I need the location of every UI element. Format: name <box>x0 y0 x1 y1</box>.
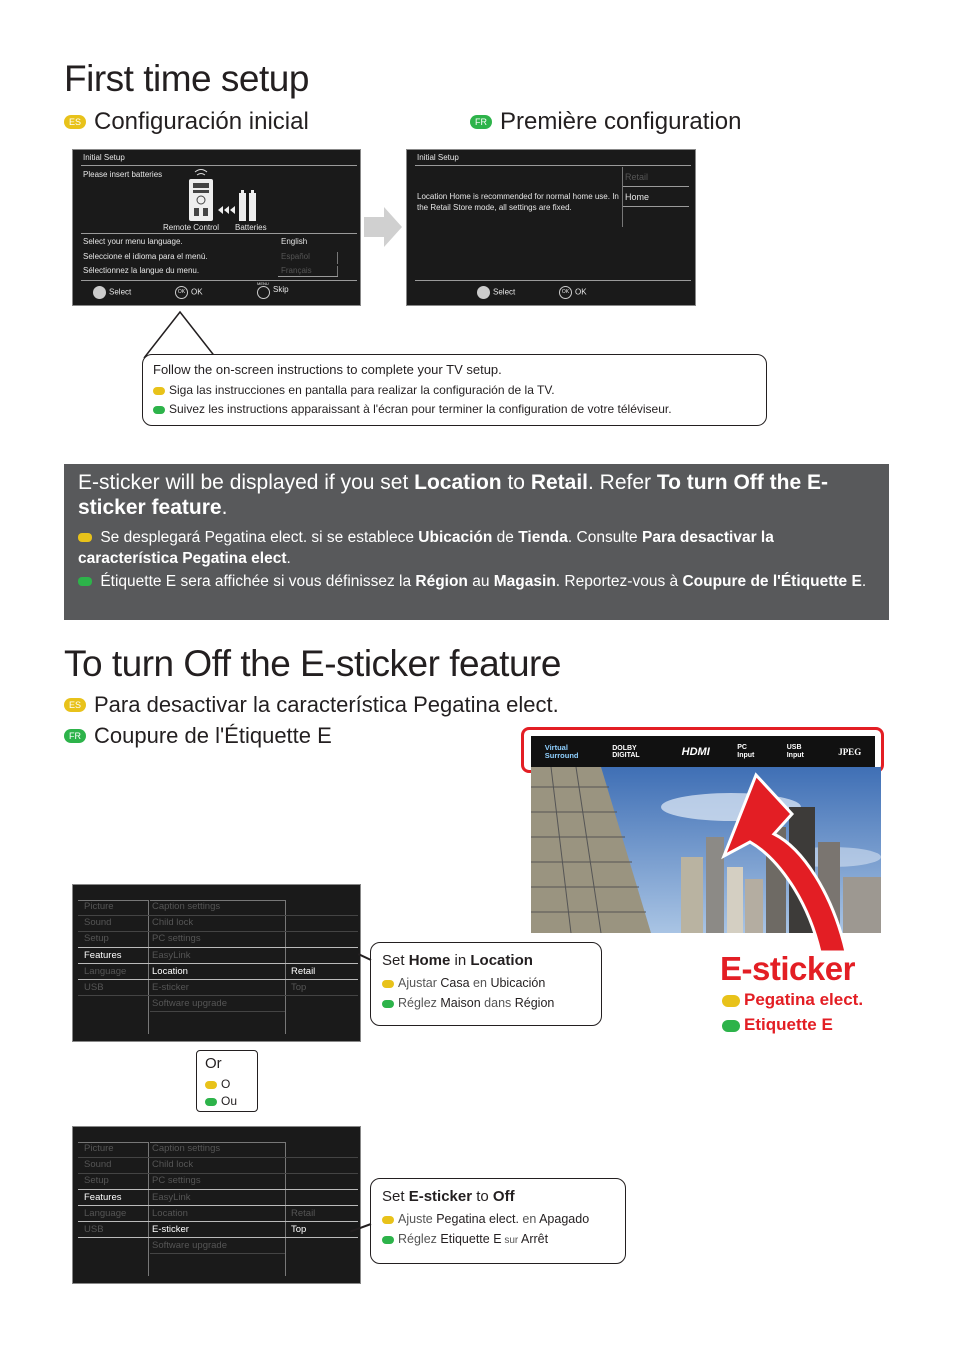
es-badge: ES <box>64 115 86 129</box>
menu-software-upgrade[interactable]: Software upgrade <box>152 1240 227 1251</box>
instructions-callout <box>142 354 767 426</box>
callout2-fr: Réglez Maison dans Région <box>382 996 554 1010</box>
menu-easylink[interactable]: EasyLink <box>152 950 191 961</box>
or-en: Or <box>205 1055 222 1072</box>
lang-row-fr-value[interactable]: Français <box>281 266 312 275</box>
menu-software-upgrade[interactable]: Software upgrade <box>152 998 227 1009</box>
menu-location[interactable]: Location <box>152 966 188 977</box>
esticker-title: E-sticker <box>720 950 855 987</box>
remote-batteries-icon <box>185 166 265 224</box>
footer-skip: MENU Skip <box>257 281 289 299</box>
set-home-callout <box>370 942 602 1026</box>
section-title: To turn Off the E-sticker feature <box>64 643 561 684</box>
remote-label: Remote Control <box>163 223 220 232</box>
or-es: O <box>205 1077 230 1091</box>
screen-header: Initial Setup <box>83 153 125 162</box>
menu-features[interactable]: Features <box>84 1192 122 1203</box>
setup-screen-language <box>72 149 361 306</box>
notice-es: Se desplegará Pegatina elect. si se establece Ubicación de Tienda. Consulte Para desactivar la característica Pegatina elect. <box>78 529 774 567</box>
menu-esticker[interactable]: E-sticker <box>152 1224 189 1235</box>
lang-row-en-value[interactable]: English <box>281 237 308 246</box>
menu-easylink[interactable]: EasyLink <box>152 1192 191 1203</box>
callout2-es: Ajustar Casa en Ubicación <box>382 976 545 990</box>
menu-icon <box>257 286 270 299</box>
esticker-jpeg: JPEG <box>838 746 862 757</box>
callout-pointer <box>140 310 220 360</box>
or-box <box>196 1050 258 1112</box>
esticker-virtual-surround: Virtual Surround <box>544 742 579 760</box>
menu-picture[interactable]: Picture <box>84 901 114 912</box>
location-info-text: Location Home is recommended for normal home use. In the Retail Store mode, all settings are fixed. <box>417 192 619 212</box>
fr-subtitle-text: Première configuration <box>500 108 742 135</box>
es-badge: ES <box>64 698 86 712</box>
es-subtitle-text: Configuración inicial <box>94 108 309 135</box>
menu-features[interactable]: Features <box>84 950 122 961</box>
menu-setup[interactable]: Setup <box>84 933 109 944</box>
footer-select: Select <box>93 286 131 299</box>
esticker-notice-panel <box>64 464 889 620</box>
menu-child-lock[interactable]: Child lock <box>152 917 194 928</box>
menu-usb[interactable]: USB <box>84 982 104 993</box>
menu-pc-settings[interactable]: PC settings <box>152 1175 201 1186</box>
callout3-en: Set E-sticker to Off <box>382 1188 515 1205</box>
menu-caption-settings[interactable]: Caption settings <box>152 1143 221 1154</box>
menu-picture[interactable]: Picture <box>84 1143 114 1154</box>
footer-ok: OK OK <box>175 286 203 299</box>
notice-fr: Étiquette E sera affichée si vous définissez la Région au Magasin. Reportez-vous à Coupure de l'Étiquette E. <box>78 571 868 592</box>
set-esticker-off-callout <box>370 1178 626 1264</box>
callout-es: Siga las instrucciones en pantalla para realizar la configuración de la TV. <box>153 383 555 397</box>
lang-row-es-value[interactable]: Español <box>281 252 310 261</box>
menu-usb[interactable]: USB <box>84 1224 104 1235</box>
esticker-fr: Etiquette E <box>722 1015 833 1035</box>
menu-value-retail[interactable]: Retail <box>291 966 316 977</box>
esticker-es: Pegatina elect. <box>722 990 863 1010</box>
esticker-bar <box>531 736 875 767</box>
ok-icon: OK <box>559 286 572 299</box>
fr-subtitle <box>470 108 741 136</box>
features-menu-location <box>72 884 361 1042</box>
es-subtitle-2: ES Para desactivar la característica Pegatina elect. <box>64 692 559 718</box>
menu-value-retail[interactable]: Retail <box>291 1208 316 1219</box>
menu-icon-label: MENU <box>257 281 269 286</box>
callout3-fr: Réglez Etiquette E sur Arrêt <box>382 1232 548 1246</box>
callout-en: Follow the on-screen instructions to complete your TV setup. <box>153 362 502 377</box>
menu-child-lock[interactable]: Child lock <box>152 1159 194 1170</box>
menu-value-top[interactable]: Top <box>291 982 307 993</box>
footer-select: Select <box>477 286 515 299</box>
fr-subtitle-2: FR Coupure de l'Étiquette E <box>64 723 332 749</box>
next-arrow-icon <box>362 205 404 249</box>
esticker-usb: USB Input <box>786 743 804 759</box>
menu-pc-settings[interactable]: PC settings <box>152 933 201 944</box>
menu-language[interactable]: Language <box>84 1208 127 1219</box>
callout3-es: Ajuste Pegatina elect. en Apagado <box>382 1212 589 1226</box>
navigate-icon <box>93 286 106 299</box>
screen-header: Initial Setup <box>417 153 459 162</box>
esticker-dolby: DOLBY DIGITAL <box>612 744 640 759</box>
fr-badge: FR <box>64 729 86 743</box>
batteries-label: Batteries <box>235 223 267 232</box>
red-arrow-icon <box>720 770 870 955</box>
fr-badge: FR <box>470 115 492 129</box>
lang-row-en-label: Select your menu language. <box>83 237 183 246</box>
callout-fr: Suivez les instructions apparaissant à l'écran pour terminer la configuration de votre téléviseur. <box>153 402 672 416</box>
esticker-hdmi: HDMI <box>681 745 710 758</box>
menu-sound[interactable]: Sound <box>84 1159 112 1170</box>
esticker-pc: PC Input <box>737 743 755 759</box>
page-title: First time setup <box>64 58 309 99</box>
callout2-en: Set Home in Location <box>382 952 533 969</box>
menu-esticker[interactable]: E-sticker <box>152 982 189 993</box>
option-retail[interactable]: Retail <box>625 172 649 182</box>
notice-en: E-sticker will be displayed if you set Location to Retail. Refer To turn Off the E-sticker feature. <box>78 471 828 519</box>
features-menu-esticker <box>72 1126 361 1284</box>
insert-batteries-text: Please insert batteries <box>83 170 163 179</box>
ok-icon: OK <box>175 286 188 299</box>
menu-sound[interactable]: Sound <box>84 917 112 928</box>
menu-language[interactable]: Language <box>84 966 127 977</box>
lang-row-fr-label: Sélectionnez la langue du menu. <box>83 266 200 275</box>
menu-setup[interactable]: Setup <box>84 1175 109 1186</box>
lang-row-es-label: Seleccione el idioma para el menú. <box>83 252 208 261</box>
footer-ok: OK OK <box>559 286 587 299</box>
menu-caption-settings[interactable]: Caption settings <box>152 901 221 912</box>
setup-screen-location <box>406 149 696 306</box>
menu-value-top[interactable]: Top <box>291 1224 307 1235</box>
menu-location[interactable]: Location <box>152 1208 188 1219</box>
es-subtitle <box>64 108 309 136</box>
or-fr: Ou <box>205 1094 237 1108</box>
navigate-icon <box>477 286 490 299</box>
option-home[interactable]: Home <box>625 192 650 202</box>
